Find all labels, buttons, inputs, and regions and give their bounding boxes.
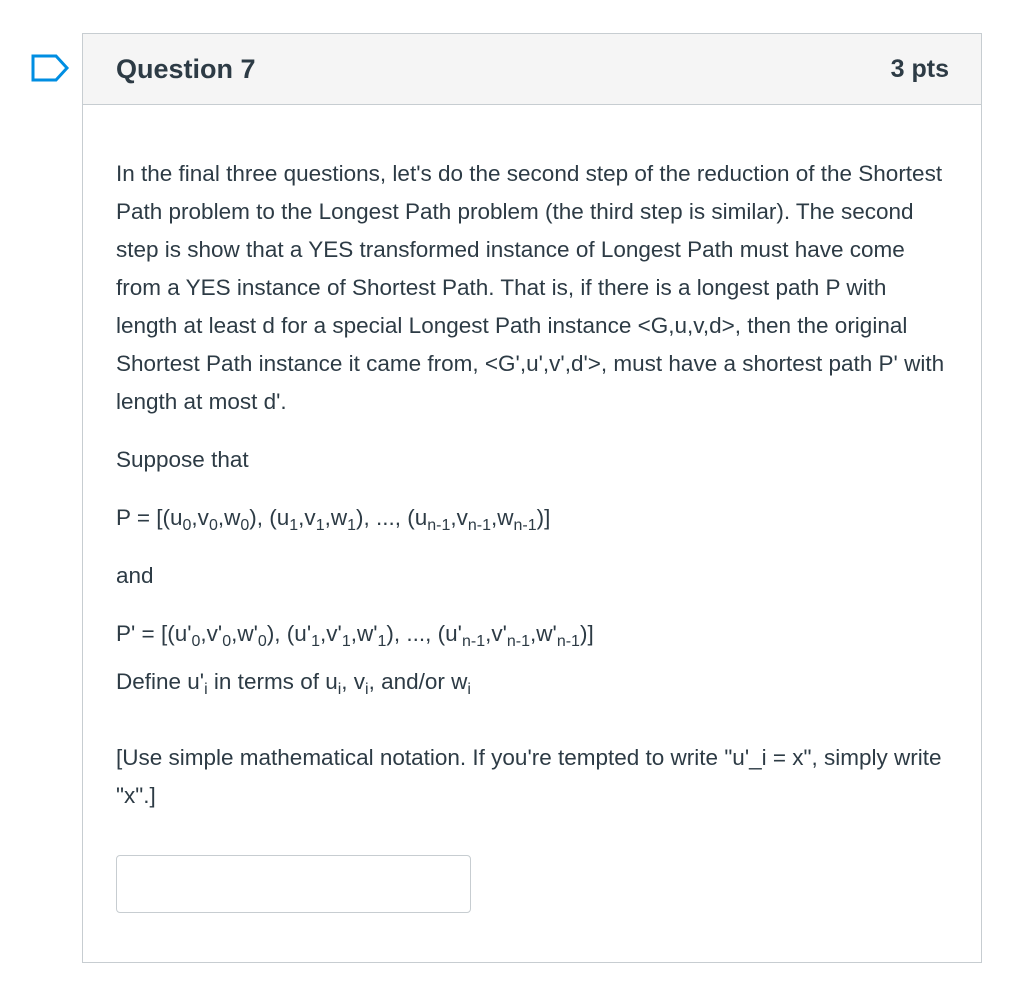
question-title: Question 7 (116, 53, 256, 84)
p-prime-formula: $P' = [(u'_0,v'_0,w'_0)$, $(u'_1,v'_1,w'_1)$, ..., $(u'_{n-1},v'_{n-1},w'_{n-1})$] (116, 621, 594, 650)
p-formula: $P = [(u_0,v_0,w_0)$, $(u_1,v_1,w_1)$, ..., $(u_{n-1},v_{n-1},w_{n-1})$] (116, 505, 551, 534)
question-header (83, 34, 981, 105)
answer-input[interactable] (116, 855, 471, 913)
define-prompt: Define $u'_i$ in terms of $u_i$, $v_i$, and/or $w_i$ (116, 669, 471, 698)
and-text: and (116, 563, 154, 588)
question-body (83, 105, 981, 913)
question-points: 3 pts (890, 54, 949, 83)
suppose-text: Suppose that (116, 447, 249, 472)
question-intro: In the final three questions, let's do the second step of the reduction of the Shortest Path problem to the Longest Path problem (the third step is similar). The second step is show that a YES transformed instance of Longest Path must have come from a YES instance of Shortest Path. That is, if there is a longest path P with length at least d for a special Longest Path instance <G,u,v,d>, then the original Shortest Path instance it came from, <G',u',v',d'>, must have a shortest path P' with length at most d'. (116, 161, 945, 414)
instructions-text: [Use simple mathematical notation. If you're tempted to write "u'_i = x", simply write "x".] (116, 745, 942, 808)
bookmark-flag-icon[interactable] (30, 53, 70, 83)
question-card (82, 33, 982, 963)
